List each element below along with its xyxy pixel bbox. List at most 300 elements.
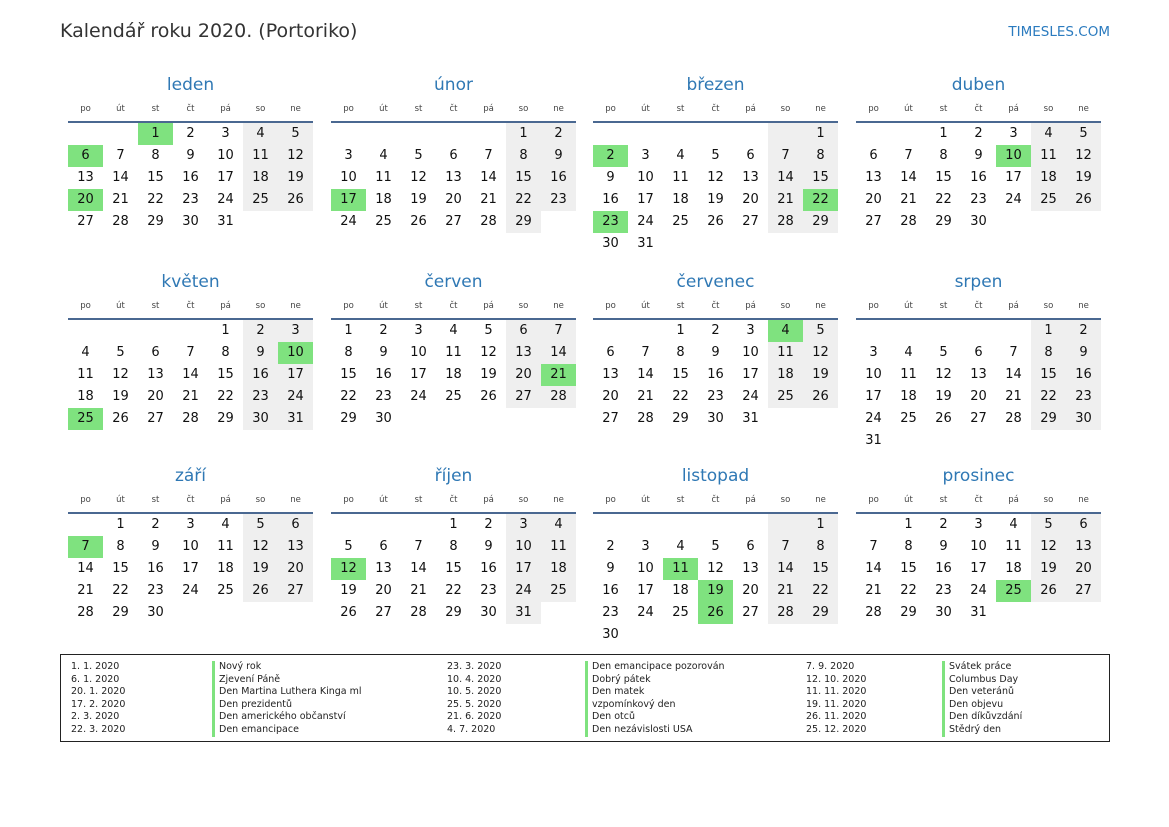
day-cell: 3 [506, 514, 541, 536]
day-cell: 19 [935, 389, 952, 404]
day-cell: 30 [375, 411, 392, 426]
day-cell: 9 [939, 539, 948, 554]
empty-cell [768, 514, 803, 536]
weekday-label: pá [220, 495, 231, 505]
weekday-header [856, 492, 1101, 508]
empty-cell [856, 320, 891, 342]
weekday-label: st [414, 104, 423, 114]
day-cell: 18 [243, 167, 278, 189]
weekday-label: so [255, 301, 266, 311]
holiday-date: 22. 3. 2020 [71, 723, 126, 735]
month-name: srpen [954, 272, 1003, 292]
empty-cell [103, 320, 138, 342]
weekday-header [68, 492, 313, 508]
day-cell: 16 [1066, 364, 1101, 386]
day-cell: 26 [1066, 189, 1101, 211]
weekday-label: pá [745, 301, 756, 311]
month-name: červen [424, 272, 483, 292]
weekday-label: so [780, 104, 791, 114]
holiday-name: Den amerického občanství [212, 711, 362, 724]
weekday-label: út [904, 495, 913, 505]
day-cell: 18 [77, 389, 94, 404]
day-cell: 25 [68, 408, 103, 430]
day-cell: 26 [698, 602, 733, 624]
day-cell: 18 [1031, 167, 1066, 189]
weekday-label: út [379, 495, 388, 505]
holiday-name: Štědrý den [942, 724, 1022, 737]
day-cell: 14 [112, 170, 129, 185]
empty-cell [401, 123, 436, 145]
day-cell: 21 [182, 389, 199, 404]
day-cell: 11 [243, 145, 278, 167]
day-cell: 3 [1009, 126, 1018, 141]
holiday-date: 10. 5. 2020 [447, 686, 502, 698]
day-cell: 21 [112, 192, 129, 207]
day-cell: 6 [506, 320, 541, 342]
day-cell: 15 [506, 167, 541, 189]
weekday-label: ne [290, 301, 301, 311]
empty-cell [856, 123, 891, 145]
weekday-label: po [868, 495, 879, 505]
day-cell: 21 [1005, 389, 1022, 404]
day-cell: 4 [1031, 123, 1066, 145]
weekday-label: so [518, 301, 529, 311]
weekday-label: pá [220, 104, 231, 114]
day-cell: 12 [331, 558, 366, 580]
empty-cell [663, 514, 698, 536]
weekday-label: pá [483, 301, 494, 311]
weekday-label: čt [449, 301, 458, 311]
day-cell: 18 [768, 364, 803, 386]
day-cell: 10 [996, 145, 1031, 167]
weekday-label: ne [815, 301, 826, 311]
day-cell: 28 [768, 602, 803, 624]
day-cell: 14 [768, 558, 803, 580]
weekday-label: st [939, 301, 948, 311]
weekday-header [593, 101, 838, 117]
day-cell: 7 [1009, 345, 1018, 360]
day-cell: 2 [151, 517, 160, 532]
day-cell: 18 [541, 558, 576, 580]
day-cell: 8 [449, 539, 458, 554]
day-cell: 25 [768, 386, 803, 408]
day-cell: 23 [602, 605, 619, 620]
day-cell: 4 [449, 323, 458, 338]
day-cell: 22 [1031, 386, 1066, 408]
day-cell: 19 [112, 389, 129, 404]
weekday-label: po [80, 104, 91, 114]
day-cell: 7 [768, 145, 803, 167]
day-cell: 27 [865, 214, 882, 229]
holiday-name: Den emancipace pozorován [585, 661, 725, 674]
day-cell: 26 [243, 580, 278, 602]
day-cell: 10 [340, 170, 357, 185]
day-cell: 13 [278, 536, 313, 558]
day-cell: 21 [768, 580, 803, 602]
legend-dates-col-2 [447, 661, 501, 737]
weekday-label: st [414, 495, 423, 505]
empty-cell [593, 320, 628, 342]
day-cell: 29 [1031, 408, 1066, 430]
holiday-date: 4. 7. 2020 [447, 723, 496, 735]
day-cell: 4 [768, 320, 803, 342]
weekday-header [593, 298, 838, 314]
weekday-label: ne [553, 495, 564, 505]
weekday-label: so [1043, 104, 1054, 114]
day-cell: 14 [480, 170, 497, 185]
month-name: březen [686, 75, 745, 95]
weekday-label: so [518, 495, 529, 505]
day-cell: 16 [935, 561, 952, 576]
day-cell: 14 [768, 167, 803, 189]
day-cell: 31 [637, 236, 654, 251]
day-grid [68, 123, 313, 233]
day-cell: 27 [375, 605, 392, 620]
day-cell: 14 [1005, 367, 1022, 382]
day-cell: 23 [147, 583, 164, 598]
weekday-label: út [904, 301, 913, 311]
day-cell: 6 [278, 514, 313, 536]
legend-dates-col-3 [806, 661, 866, 737]
day-cell: 17 [506, 558, 541, 580]
day-cell: 30 [480, 605, 497, 620]
month-name: říjen [434, 466, 473, 486]
day-cell: 25 [375, 214, 392, 229]
day-cell: 28 [182, 411, 199, 426]
weekday-label: po [868, 301, 879, 311]
day-cell: 6 [746, 148, 755, 163]
day-cell: 9 [484, 539, 493, 554]
empty-cell [733, 123, 768, 145]
empty-cell [331, 514, 366, 536]
weekday-label: ne [1078, 495, 1089, 505]
day-cell: 6 [449, 148, 458, 163]
site-link[interactable]: TIMESLES.COM [1008, 24, 1110, 40]
day-cell: 5 [243, 514, 278, 536]
day-cell: 22 [445, 583, 462, 598]
empty-cell [891, 320, 926, 342]
day-cell: 7 [116, 148, 125, 163]
empty-cell [366, 514, 401, 536]
weekday-label: čt [449, 495, 458, 505]
day-cell: 31 [278, 408, 313, 430]
day-cell: 5 [1066, 123, 1101, 145]
month-11 [856, 463, 1101, 624]
holiday-date: 1. 1. 2020 [71, 661, 120, 672]
day-cell: 16 [602, 192, 619, 207]
day-cell: 24 [970, 583, 987, 598]
holiday-date: 25. 5. 2020 [447, 698, 502, 710]
day-cell: 22 [147, 192, 164, 207]
day-grid [593, 514, 838, 646]
day-cell: 13 [506, 342, 541, 364]
day-cell: 23 [1066, 386, 1101, 408]
day-cell: 23 [243, 386, 278, 408]
day-cell: 24 [865, 411, 882, 426]
holiday-name: Nový rok [212, 661, 362, 674]
day-cell: 27 [506, 386, 541, 408]
day-cell: 2 [484, 517, 493, 532]
empty-cell [891, 123, 926, 145]
day-cell: 18 [672, 192, 689, 207]
day-cell: 4 [676, 539, 685, 554]
day-cell: 5 [278, 123, 313, 145]
day-cell: 8 [506, 145, 541, 167]
month-8 [68, 463, 313, 624]
day-cell: 12 [707, 561, 724, 576]
day-cell: 28 [77, 605, 94, 620]
weekday-label: út [379, 104, 388, 114]
day-cell: 16 [602, 583, 619, 598]
day-cell: 16 [375, 367, 392, 382]
empty-cell [996, 320, 1031, 342]
day-cell: 22 [340, 389, 357, 404]
day-cell: 18 [375, 192, 392, 207]
day-cell: 8 [344, 345, 353, 360]
day-cell: 6 [746, 539, 755, 554]
day-cell: 24 [1005, 192, 1022, 207]
day-cell: 17 [637, 583, 654, 598]
weekday-label: út [641, 301, 650, 311]
weekday-label: po [605, 495, 616, 505]
day-cell: 12 [1066, 145, 1101, 167]
day-cell: 20 [506, 364, 541, 386]
weekday-header [68, 298, 313, 314]
weekday-label: st [414, 301, 423, 311]
day-cell: 13 [375, 561, 392, 576]
day-cell: 7 [68, 536, 103, 558]
day-cell: 13 [1066, 536, 1101, 558]
holiday-date: 21. 6. 2020 [447, 711, 502, 723]
holiday-date: 10. 4. 2020 [447, 673, 502, 685]
empty-cell [436, 123, 471, 145]
day-cell: 17 [182, 561, 199, 576]
day-cell: 13 [147, 367, 164, 382]
weekday-header [68, 101, 313, 117]
day-cell: 20 [278, 558, 313, 580]
holiday-name: Den Martina Luthera Kinga ml [212, 686, 362, 699]
weekday-label: čt [974, 301, 983, 311]
day-cell: 10 [278, 342, 313, 364]
weekday-label: pá [1008, 104, 1019, 114]
month-name: duben [951, 75, 1006, 95]
day-cell: 3 [344, 148, 353, 163]
day-cell: 11 [445, 345, 462, 360]
weekday-label: čt [974, 495, 983, 505]
day-cell: 27 [147, 411, 164, 426]
day-cell: 5 [1031, 514, 1066, 536]
day-cell: 18 [445, 367, 462, 382]
day-cell: 7 [641, 345, 650, 360]
day-cell: 22 [935, 192, 952, 207]
day-grid [593, 320, 838, 430]
day-cell: 24 [217, 192, 234, 207]
holiday-date: 23. 3. 2020 [447, 661, 502, 672]
month-2 [593, 72, 838, 255]
day-cell: 4 [243, 123, 278, 145]
weekday-header [856, 298, 1101, 314]
day-cell: 11 [375, 170, 392, 185]
weekday-label: po [605, 301, 616, 311]
day-grid [68, 514, 313, 624]
day-cell: 25 [996, 580, 1031, 602]
weekday-label: st [151, 495, 160, 505]
day-cell: 9 [151, 539, 160, 554]
month-name: květen [161, 272, 220, 292]
day-cell: 26 [803, 386, 838, 408]
day-cell: 23 [182, 192, 199, 207]
day-cell: 25 [672, 214, 689, 229]
day-cell: 22 [672, 389, 689, 404]
empty-cell [103, 123, 138, 145]
day-cell: 4 [541, 514, 576, 536]
empty-cell [593, 514, 628, 536]
day-cell: 27 [1066, 580, 1101, 602]
day-cell: 15 [445, 561, 462, 576]
day-cell: 24 [637, 605, 654, 620]
day-cell: 21 [637, 389, 654, 404]
day-cell: 28 [112, 214, 129, 229]
month-10 [593, 463, 838, 646]
day-cell: 5 [414, 148, 423, 163]
weekday-label: so [1043, 495, 1054, 505]
day-cell: 23 [707, 389, 724, 404]
day-cell: 8 [1031, 342, 1066, 364]
day-cell: 4 [379, 148, 388, 163]
day-cell: 19 [803, 364, 838, 386]
empty-cell [698, 514, 733, 536]
day-cell: 23 [970, 192, 987, 207]
weekday-label: st [939, 104, 948, 114]
holiday-date: 20. 1. 2020 [71, 686, 126, 698]
day-cell: 2 [939, 517, 948, 532]
weekday-label: so [780, 301, 791, 311]
weekday-label: po [605, 104, 616, 114]
day-cell: 9 [711, 345, 720, 360]
day-cell: 1 [904, 517, 913, 532]
day-cell: 10 [742, 345, 759, 360]
day-cell: 21 [480, 192, 497, 207]
day-cell: 27 [970, 411, 987, 426]
day-cell: 24 [637, 214, 654, 229]
day-cell: 8 [116, 539, 125, 554]
day-cell: 23 [593, 211, 628, 233]
weekday-label: ne [1078, 301, 1089, 311]
day-cell: 24 [278, 386, 313, 408]
day-cell: 26 [935, 411, 952, 426]
day-grid [331, 320, 576, 430]
weekday-label: čt [711, 104, 720, 114]
day-cell: 15 [340, 367, 357, 382]
day-cell: 3 [278, 320, 313, 342]
day-cell: 11 [663, 558, 698, 580]
day-cell: 6 [379, 539, 388, 554]
day-cell: 11 [217, 539, 234, 554]
day-cell: 10 [217, 148, 234, 163]
holiday-date: 7. 9. 2020 [806, 661, 855, 672]
empty-cell [926, 320, 961, 342]
legend-names-col-3 [942, 661, 1022, 737]
day-cell: 20 [68, 189, 103, 211]
day-cell: 29 [340, 411, 357, 426]
day-cell: 11 [541, 536, 576, 558]
day-cell: 4 [221, 517, 230, 532]
month-name: červenec [676, 272, 755, 292]
day-cell: 20 [375, 583, 392, 598]
day-cell: 19 [1066, 167, 1101, 189]
holiday-name: Den prezidentů [212, 699, 362, 712]
month-4 [68, 269, 313, 430]
empty-cell [628, 123, 663, 145]
weekday-label: so [780, 495, 791, 505]
month-name: listopad [681, 466, 750, 486]
day-cell: 14 [541, 342, 576, 364]
weekday-label: pá [745, 104, 756, 114]
weekday-label: út [641, 495, 650, 505]
day-cell: 11 [1005, 539, 1022, 554]
weekday-label: so [255, 495, 266, 505]
legend-dates-col-1 [71, 661, 125, 737]
day-cell: 12 [243, 536, 278, 558]
day-cell: 28 [541, 386, 576, 408]
day-cell: 1 [676, 323, 685, 338]
weekday-label: po [80, 495, 91, 505]
empty-cell [173, 320, 208, 342]
day-cell: 31 [970, 605, 987, 620]
empty-cell [961, 320, 996, 342]
weekday-header [593, 492, 838, 508]
day-cell: 13 [445, 170, 462, 185]
empty-cell [138, 320, 173, 342]
day-cell: 30 [602, 236, 619, 251]
day-cell: 31 [217, 214, 234, 229]
weekday-label: po [868, 104, 879, 114]
day-cell: 28 [637, 411, 654, 426]
day-cell: 1 [939, 126, 948, 141]
holiday-date: 17. 2. 2020 [71, 698, 126, 710]
empty-cell [593, 123, 628, 145]
day-cell: 7 [186, 345, 195, 360]
day-cell: 20 [865, 192, 882, 207]
day-cell: 6 [68, 145, 103, 167]
day-cell: 29 [506, 211, 541, 233]
weekday-label: ne [553, 301, 564, 311]
holiday-date: 26. 11. 2020 [806, 711, 867, 723]
day-cell: 15 [672, 367, 689, 382]
day-cell: 3 [641, 539, 650, 554]
weekday-header [331, 101, 576, 117]
day-cell: 27 [602, 411, 619, 426]
weekday-label: čt [711, 301, 720, 311]
day-cell: 3 [641, 148, 650, 163]
day-cell: 27 [77, 214, 94, 229]
day-cell: 15 [803, 558, 838, 580]
holiday-name: Den nezávislosti USA [585, 724, 725, 737]
day-cell: 13 [970, 367, 987, 382]
day-cell: 12 [707, 170, 724, 185]
day-cell: 14 [637, 367, 654, 382]
holiday-name: vzpomínkový den [585, 699, 725, 712]
day-cell: 3 [414, 323, 423, 338]
day-cell: 17 [278, 364, 313, 386]
day-cell: 5 [939, 345, 948, 360]
day-cell: 22 [112, 583, 129, 598]
month-name: září [174, 466, 207, 486]
day-cell: 6 [974, 345, 983, 360]
day-cell: 19 [1031, 558, 1066, 580]
day-cell: 29 [147, 214, 164, 229]
day-cell: 13 [742, 561, 759, 576]
